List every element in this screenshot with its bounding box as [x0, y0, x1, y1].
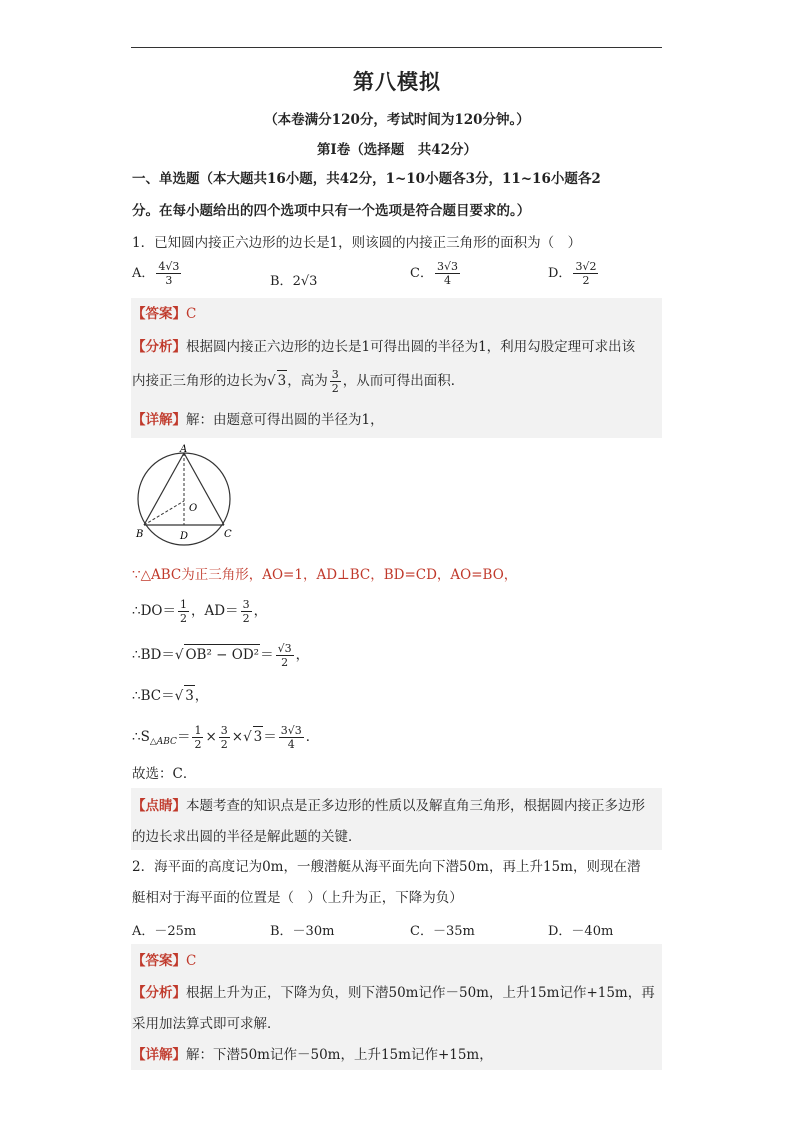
instructions-line-2: 分。在每小题给出的四个选项中只有一个选项是符合题目要求的。）	[132, 203, 531, 219]
q1-step-5: $\therefore S_{\triangle ABC}=$ $\frac{1}{2}$ × $\frac{3}{2}$ ×√ 3＝ $\frac{3√3}{4}$ ．	[132, 724, 320, 751]
q2-detail: 【详解】解：下潜50m记作－50m，上升15m记作+15m，	[132, 1047, 493, 1063]
instructions-line-1: 一、单选题（本大题共16小题，共42分，1~10小题各3分，11~16小题各2	[132, 171, 601, 187]
q1-point-line-1: 【点睛】本题考查的知识点是正多边形的性质以及解直角三角形，根据圆内接正多边形	[132, 798, 645, 814]
section-title: 第Ⅰ卷（选择题 共42分）	[316, 142, 478, 158]
label-o: O	[189, 503, 198, 514]
diagram-svg	[132, 441, 236, 551]
q2-answer: 【答案】C	[132, 953, 197, 969]
q2-analysis-line-1: 【分析】根据上升为正，下降为负，则下潜50m记作－50m，上升15m记作+15m，再	[132, 985, 655, 1001]
q1-step-1: ∵△ABC为正三角形，AO=1，AD⊥BC，BD=CD，AO=BO，	[132, 567, 518, 583]
q1-analysis-line-1: 【分析】根据圆内接正六边形的边长是1可得出圆的半径为1，利用勾股定理可求出该	[132, 339, 636, 355]
q1-option-a[interactable]: A． $\frac{4√3}{3}$	[132, 260, 180, 287]
header-rule	[131, 47, 662, 48]
q1-step-4: ∴BC＝√ 3，	[132, 685, 662, 706]
q2-analysis-line-2: 采用加法算式即可求解．	[132, 1016, 281, 1032]
q2-option-b[interactable]: B．－30m	[270, 924, 335, 939]
q2-option-a[interactable]: A．－25m	[132, 924, 197, 939]
side-ac	[184, 453, 224, 525]
label-c: C	[224, 529, 232, 540]
q2-stem-line-2: 艇相对于海平面的位置是（ ）（上升为正，下降为负）	[132, 890, 463, 906]
q1-analysis-line-2: 内接正三角形的边长为√ 3，高为 $\frac{3}{2}$ ，从而可得出面积．	[132, 368, 465, 395]
q2-option-c[interactable]: C．－35m	[410, 924, 475, 939]
q1-step-3: ∴BD＝√ OB² − OD²＝ $\frac{√3}{2}$ ，	[132, 642, 310, 669]
label-b: B	[136, 529, 144, 540]
q1-option-d[interactable]: D． $\frac{3√2}{2}$	[548, 260, 597, 287]
exam-subtitle: （本卷满分120分，考试时间为120分钟。）	[264, 112, 530, 128]
q1-step-2: ∴DO＝ $\frac{1}{2}$ ，AD＝ $\frac{3}{2}$ ，	[132, 598, 268, 625]
q1-point-line-2: 的边长求出圆的半径是解此题的关键．	[132, 829, 362, 845]
side-ab	[144, 453, 184, 525]
circle-triangle-diagram	[132, 441, 236, 551]
q1-option-c[interactable]: C． $\frac{3√3}{4}$	[410, 260, 458, 287]
label-a: A	[180, 444, 188, 455]
page-title: 第八模拟	[353, 69, 441, 94]
q1-answer: 【答案】C	[132, 306, 197, 322]
q2-option-d[interactable]: D．－40m	[548, 924, 614, 939]
label-d: D	[180, 531, 189, 542]
q1-detail: 【详解】解：由题意可得出圆的半径为1，	[132, 412, 384, 428]
instructions	[132, 163, 662, 227]
q2-stem-line-1: 2．海平面的高度记为0m，一艘潜艇从海平面先向下潜50m，再上升15m，则现在潜	[132, 859, 641, 875]
q1-option-b[interactable]: B．2√3	[270, 274, 318, 289]
q1-choose: 故选：C．	[132, 766, 197, 782]
q1-stem: 1．已知圆内接正六边形的边长是1，则该圆的内接正三角形的面积为（ ）	[132, 235, 582, 251]
